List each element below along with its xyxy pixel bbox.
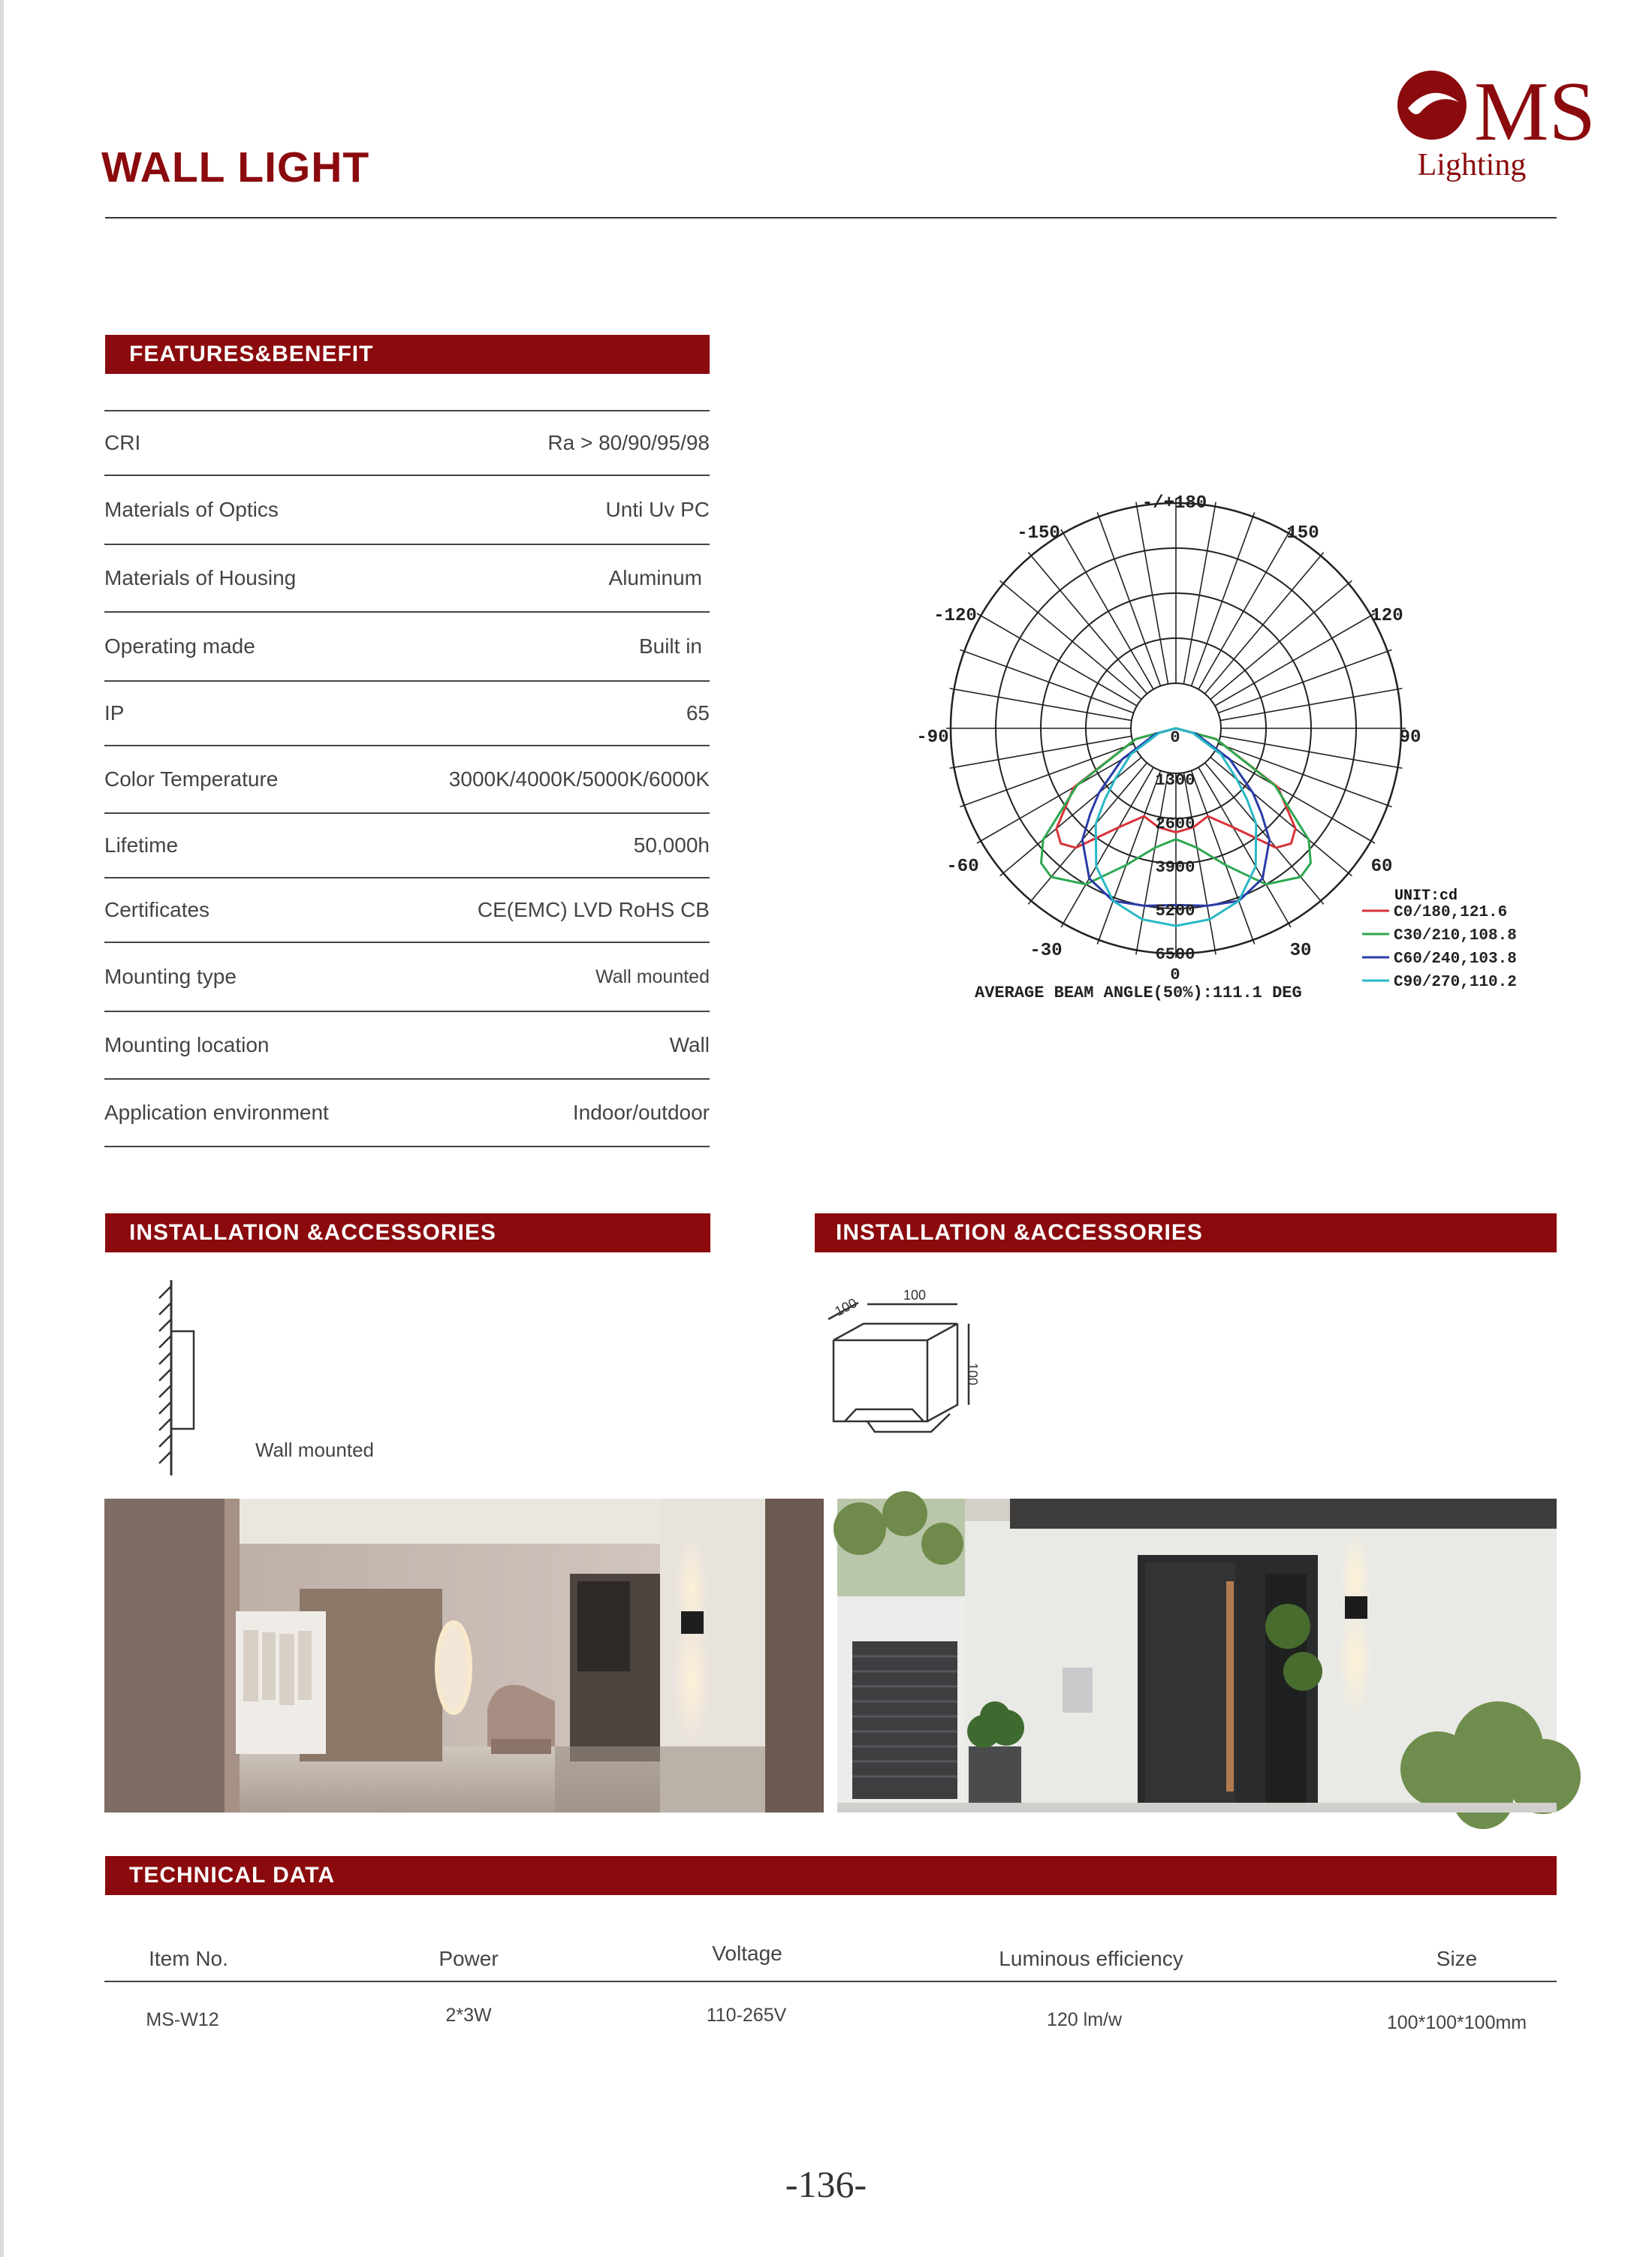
technical-table-row <box>104 1997 1557 2042</box>
feature-value: 65 <box>686 701 710 725</box>
polar-spoke <box>1218 649 1391 713</box>
legend-label-2: C60/240,103.8 <box>1394 951 1517 968</box>
feature-row-housing <box>104 545 710 613</box>
installation-heading-left-text: INSTALLATION &ACCESSORIES <box>129 1220 496 1245</box>
polar-spoke <box>1198 529 1291 689</box>
feature-label: Color Temperature <box>104 767 279 791</box>
radial-label-3900: 3900 <box>1155 858 1195 877</box>
unit-label: UNIT:cd <box>1394 887 1458 905</box>
legend-label-1: C30/210,108.8 <box>1394 927 1517 945</box>
cell-voltage: 110-265V <box>706 2005 787 2026</box>
radial-label-2600: 2600 <box>1155 815 1195 833</box>
radial-label-end: 0 <box>1170 966 1180 984</box>
column-header-item: Item No. <box>149 1947 228 1970</box>
radial-labels <box>1156 728 1195 984</box>
feature-label: Certificates <box>104 898 210 921</box>
polar-spoke <box>960 649 1133 713</box>
feature-value: Built in <box>638 634 702 658</box>
feature-row-operating <box>104 613 710 682</box>
polar-spoke <box>1000 758 1141 876</box>
feature-value: CE(EMC) LVD RoHS CB <box>477 898 710 921</box>
polar-spoke <box>1215 613 1375 706</box>
column-header-power: Power <box>439 1947 499 1970</box>
feature-row-ip <box>104 682 710 746</box>
cell-luminous: 120 lm/w <box>1046 2008 1123 2030</box>
feature-value: 3000K/4000K/5000K/6000K <box>448 767 710 791</box>
feature-value: Wall <box>669 1033 710 1056</box>
features-heading-text: FEATURES&BENEFIT <box>129 342 374 366</box>
feature-value: Ra > 80/90/95/98 <box>547 431 710 454</box>
angle-label-180: -/+180 <box>1141 493 1207 514</box>
polar-spoke <box>1028 553 1147 694</box>
angle-label-n60: -60 <box>946 857 979 877</box>
dimension-depth: 100 <box>832 1294 860 1319</box>
radial-label-5200: 5200 <box>1155 902 1195 921</box>
average-beam-angle: AVERAGE BEAM ANGLE(50%):111.1 DEG <box>975 984 1302 1002</box>
page-edge <box>0 0 4 2257</box>
feature-value: Indoor/outdoor <box>572 1101 710 1124</box>
feature-label: IP <box>104 701 125 725</box>
polar-spoke <box>1210 758 1352 876</box>
polar-spoke <box>1192 512 1255 686</box>
polar-spoke <box>960 744 1133 807</box>
legend-label-3: C90/270,110.2 <box>1394 974 1517 991</box>
feature-label: Application environment <box>104 1101 329 1124</box>
angle-label-n30: -30 <box>1029 941 1063 961</box>
interior-application-photo <box>104 1499 824 1813</box>
technical-heading <box>105 1856 1557 1895</box>
dimension-height: 100 <box>965 1363 980 1386</box>
technical-table-header <box>104 1937 1557 1982</box>
column-header-size: Size <box>1436 1947 1478 1970</box>
angle-label-p120: 120 <box>1370 606 1403 626</box>
column-header-luminous: Luminous efficiency <box>999 1947 1183 1970</box>
technical-heading-text: TECHNICAL DATA <box>129 1863 335 1888</box>
feature-label: Lifetime <box>104 833 179 857</box>
feature-label: Materials of Housing <box>104 566 297 589</box>
exterior-application-photo <box>837 1499 1557 1813</box>
angle-label-p60: 60 <box>1370 857 1393 877</box>
angle-label-n150: -150 <box>1017 523 1060 544</box>
brand-subtitle: Lighting <box>1417 148 1527 182</box>
polar-spoke <box>977 613 1137 706</box>
radial-label-1300: 1300 <box>1155 771 1195 790</box>
feature-row-lifetime <box>104 814 710 878</box>
installation-heading-right-text: INSTALLATION &ACCESSORIES <box>836 1220 1203 1245</box>
logo-letters: MS <box>1474 65 1596 158</box>
feature-label: Operating made <box>104 634 255 658</box>
angle-label-n90: -90 <box>916 728 949 748</box>
polar-spoke <box>950 689 1132 721</box>
radial-label-0: 0 <box>1170 728 1180 747</box>
feature-value: Wall mounted <box>595 966 710 987</box>
polar-spoke <box>1210 580 1352 699</box>
cell-size: 100*100*100mm <box>1386 2012 1527 2033</box>
polar-spoke <box>1097 512 1160 686</box>
angle-labels <box>916 493 1421 961</box>
wall-light-fixture <box>681 1611 704 1634</box>
light-distribution-chart <box>901 481 1517 1021</box>
product-dimension-diagram <box>815 1288 987 1453</box>
wall-mount-diagram <box>150 1280 203 1475</box>
feature-value: 50,000h <box>633 833 710 857</box>
installation-heading-right <box>815 1213 1557 1252</box>
polar-spoke <box>1136 502 1168 684</box>
feature-row-certificates <box>104 878 710 943</box>
page-title: WALL LIGHT <box>101 143 370 191</box>
legend-label-0: C0/180,121.6 <box>1394 904 1508 921</box>
page-number: -136- <box>785 2163 867 2205</box>
angle-label-p90: 90 <box>1399 728 1421 748</box>
polar-spoke <box>1000 580 1141 699</box>
polar-spoke <box>1183 502 1216 684</box>
wall-mounted-caption: Wall mounted <box>255 1439 374 1461</box>
feature-row-application <box>104 1080 710 1147</box>
wall-light-fixture <box>1345 1596 1367 1619</box>
polar-spoke <box>1218 744 1391 807</box>
dimension-width: 100 <box>903 1288 927 1303</box>
cell-item-no: MS-W12 <box>146 2008 219 2030</box>
angle-label-n120: -120 <box>933 606 977 626</box>
feature-label: Materials of Optics <box>104 498 279 521</box>
polar-legend <box>1362 904 1517 991</box>
feature-row-cri <box>104 411 710 476</box>
feature-row-mounting-location <box>104 1012 710 1080</box>
polar-spoke <box>1205 553 1324 694</box>
installation-heading-left <box>105 1213 710 1252</box>
feature-label: CRI <box>104 431 141 454</box>
feature-row-mounting-type <box>104 943 710 1012</box>
angle-label-p30: 30 <box>1289 941 1312 961</box>
feature-value: Unti Uv PC <box>605 498 710 521</box>
feature-label: Mounting location <box>104 1033 270 1056</box>
feature-value: Aluminum <box>608 566 702 589</box>
cell-power: 2*3W <box>445 2005 492 2026</box>
feature-row-optics <box>104 476 710 545</box>
features-heading <box>105 335 710 374</box>
polar-spoke <box>1061 529 1153 689</box>
feature-label: Mounting type <box>104 965 237 988</box>
polar-spoke <box>1220 689 1402 721</box>
column-header-voltage: Voltage <box>712 1942 782 1965</box>
header-rule <box>105 217 1557 218</box>
radial-label-6500: 6500 <box>1155 945 1195 964</box>
angle-label-p150: 150 <box>1286 523 1319 544</box>
feature-row-cct <box>104 746 710 814</box>
